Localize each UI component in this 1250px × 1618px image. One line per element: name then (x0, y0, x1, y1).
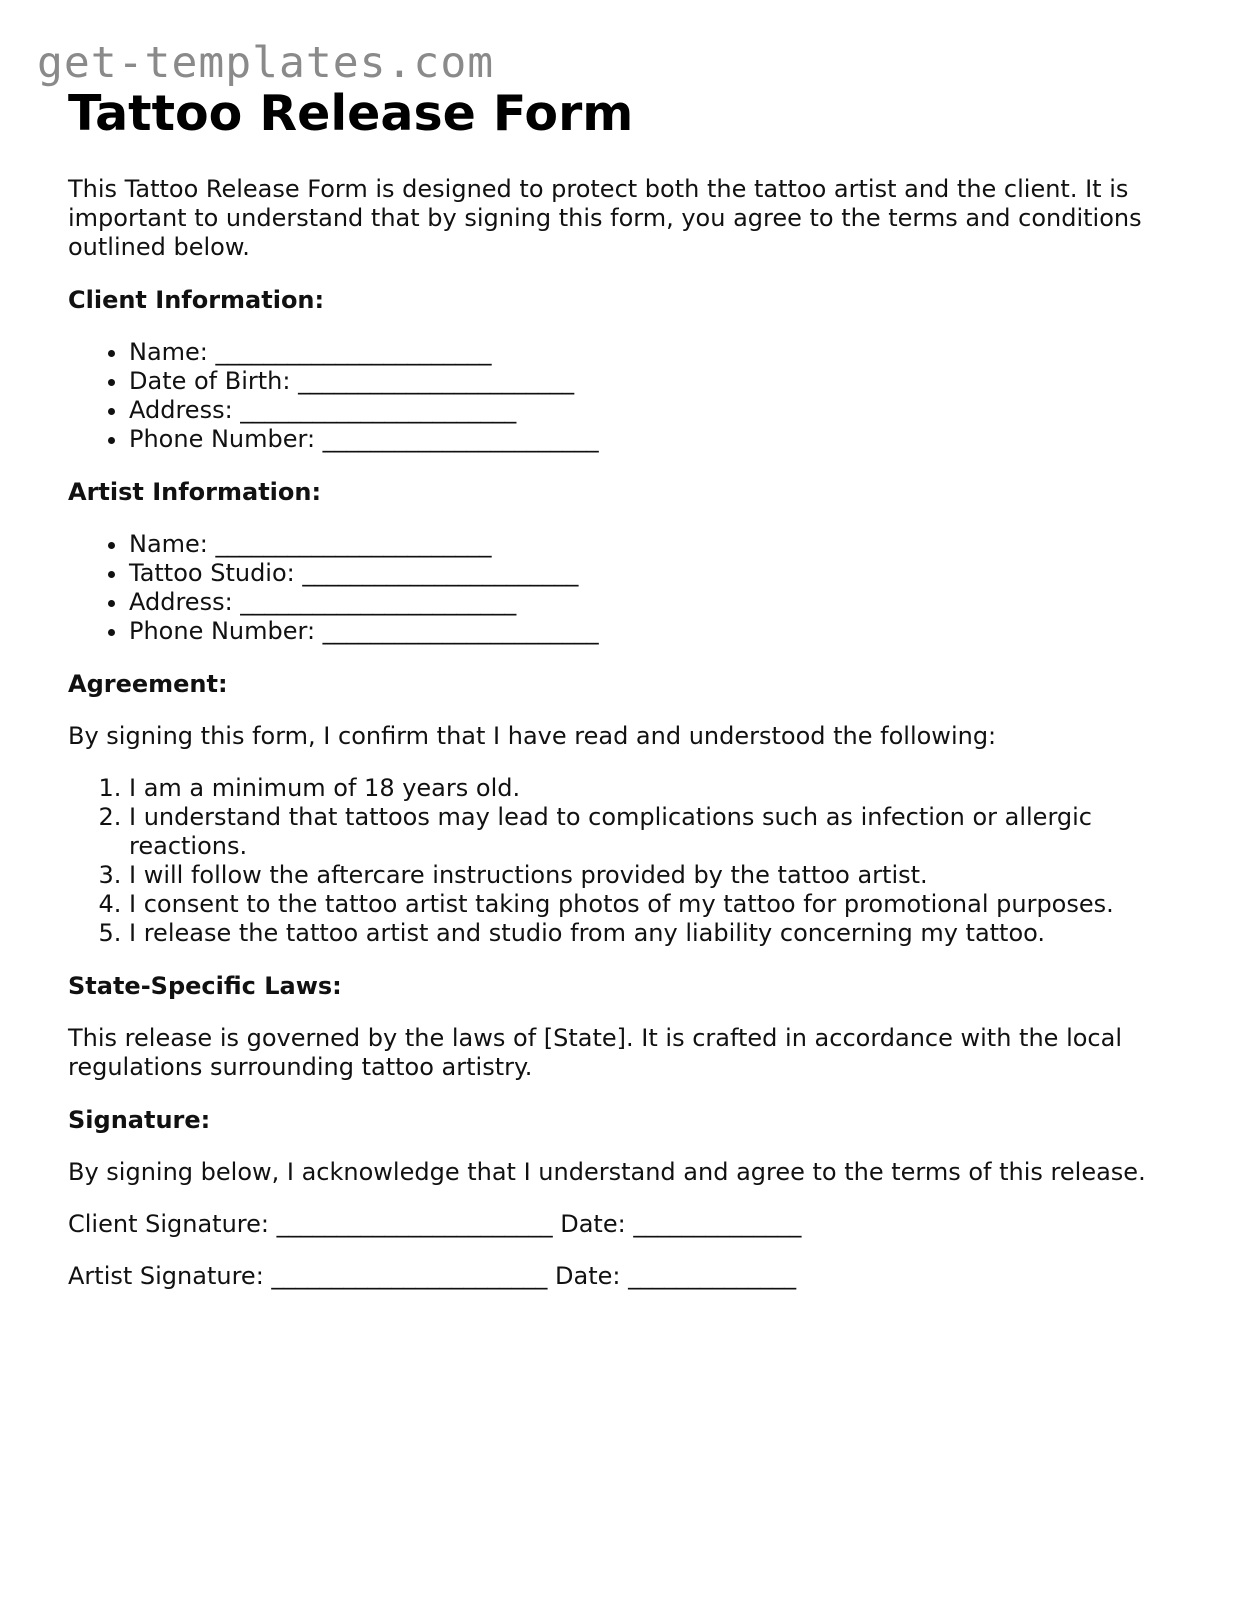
state-laws-text: This release is governed by the laws of [State]. It is crafted in accordance with the local regulations surrounding tattoo artistry. (68, 1024, 1122, 1081)
signature-text: By signing below, I acknowledge that I understand and agree to the terms of this release. (68, 1158, 1146, 1186)
agreement-list (68, 774, 1178, 948)
agreement-lead: By signing this form, I confirm that I have read and understood the following: (68, 722, 997, 750)
client-phone-field: • Phone Number: _______________________ (129, 425, 1178, 454)
artist-name-field: • Name: _______________________ (129, 530, 1178, 559)
intro-paragraph: This Tattoo Release Form is designed to protect both the tattoo artist and the client. It is important to understand that by signing this form, you agree to the terms and conditions outlined below. (68, 175, 1142, 261)
watermark-text: get-templates.com (37, 38, 495, 88)
artist-signature-line: Artist Signature: _______________________ Date: ______________ (68, 1262, 797, 1290)
agreement-item: 2. I understand that tattoos may lead to complications such as infection or allergic reactions. (129, 803, 1178, 861)
agreement-item: 3. I will follow the aftercare instructions provided by the tattoo artist. (129, 861, 1178, 890)
client-address-field: • Address: _______________________ (129, 396, 1178, 425)
document-body (68, 84, 1178, 1291)
agreement-item: 1. I am a minimum of 18 years old. (129, 774, 1178, 803)
client-info-list (68, 338, 1178, 454)
artist-address-field: • Address: _______________________ (129, 588, 1178, 617)
client-info-heading: Client Information: (68, 286, 325, 314)
artist-phone-field: • Phone Number: _______________________ (129, 617, 1178, 646)
client-dob-field: • Date of Birth: _______________________ (129, 367, 1178, 396)
artist-info-list (68, 530, 1178, 646)
artist-studio-field: • Tattoo Studio: _______________________ (129, 559, 1178, 588)
client-name-field: • Name: _______________________ (129, 338, 1178, 367)
agreement-item: 5. I release the tattoo artist and studio from any liability concerning my tattoo. (129, 919, 1178, 948)
document-title: Tattoo Release Form (68, 85, 634, 142)
agreement-heading: Agreement: (68, 670, 228, 698)
state-laws-heading: State-Specific Laws: (68, 972, 342, 1000)
artist-info-heading: Artist Information: (68, 478, 322, 506)
agreement-item: 4. I consent to the tattoo artist taking photos of my tattoo for promotional purposes. (129, 890, 1178, 919)
client-signature-line: Client Signature: _______________________ Date: ______________ (68, 1210, 802, 1238)
signature-heading: Signature: (68, 1106, 211, 1134)
